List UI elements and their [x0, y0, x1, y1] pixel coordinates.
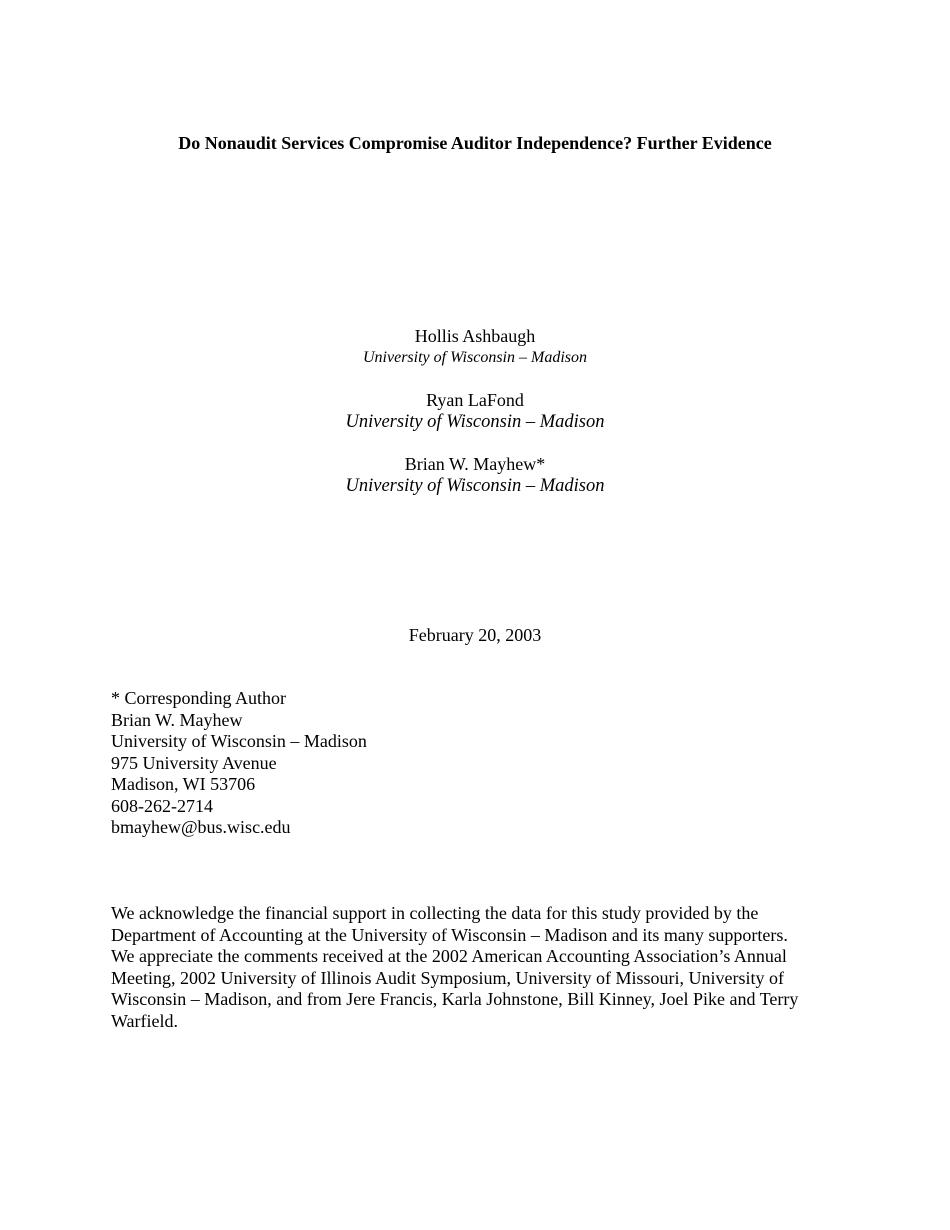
acknowledgment-line: Department of Accounting at the University of Wisconsin – Madison and its many supporters.: [111, 924, 788, 945]
acknowledgment-line: We acknowledge the financial support in collecting the data for this study provided by the: [111, 903, 759, 923]
paper-title: Do Nonaudit Services Compromise Auditor Independence? Further Evidence: [178, 133, 772, 153]
author-list: [0, 325, 950, 517]
corresponding-heading: * Corresponding Author: [111, 688, 286, 708]
author-affiliation: University of Wisconsin – Madison: [345, 412, 605, 432]
corresponding-name: Brian W. Mayhew: [111, 709, 243, 730]
acknowledgment-paragraph: [111, 903, 841, 1032]
author-name: Brian W. Mayhew*: [404, 454, 546, 474]
acknowledgment-line: Wisconsin – Madison, and from Jere Francis, Karla Johnstone, Bill Kinney, Joel Pike and Terry: [111, 989, 799, 1009]
corresponding-phone: 608-262-2714: [111, 795, 213, 816]
author-affiliation: University of Wisconsin – Madison: [345, 476, 605, 496]
author-name: Ryan LaFond: [426, 390, 524, 410]
author-block: [0, 325, 950, 369]
corresponding-street: 975 University Avenue: [111, 752, 277, 773]
corresponding-author-block: [111, 688, 367, 839]
corresponding-institution: University of Wisconsin – Madison: [111, 731, 367, 751]
corresponding-email: bmayhew@bus.wisc.edu: [111, 817, 291, 837]
author-block: [0, 453, 950, 497]
acknowledgment-line: Meeting, 2002 University of Illinois Audit Symposium, University of Missouri, University of: [111, 967, 784, 988]
corresponding-city: Madison, WI 53706: [111, 774, 256, 794]
paper-date: February 20, 2003: [408, 625, 542, 645]
author-name: Hollis Ashbaugh: [414, 326, 536, 346]
acknowledgment-line: Warfield.: [111, 1010, 179, 1031]
acknowledgment-line: We appreciate the comments received at the 2002 American Accounting Association’s Annual: [111, 946, 787, 966]
author-block: [0, 389, 950, 433]
author-affiliation: University of Wisconsin – Madison: [363, 349, 587, 366]
